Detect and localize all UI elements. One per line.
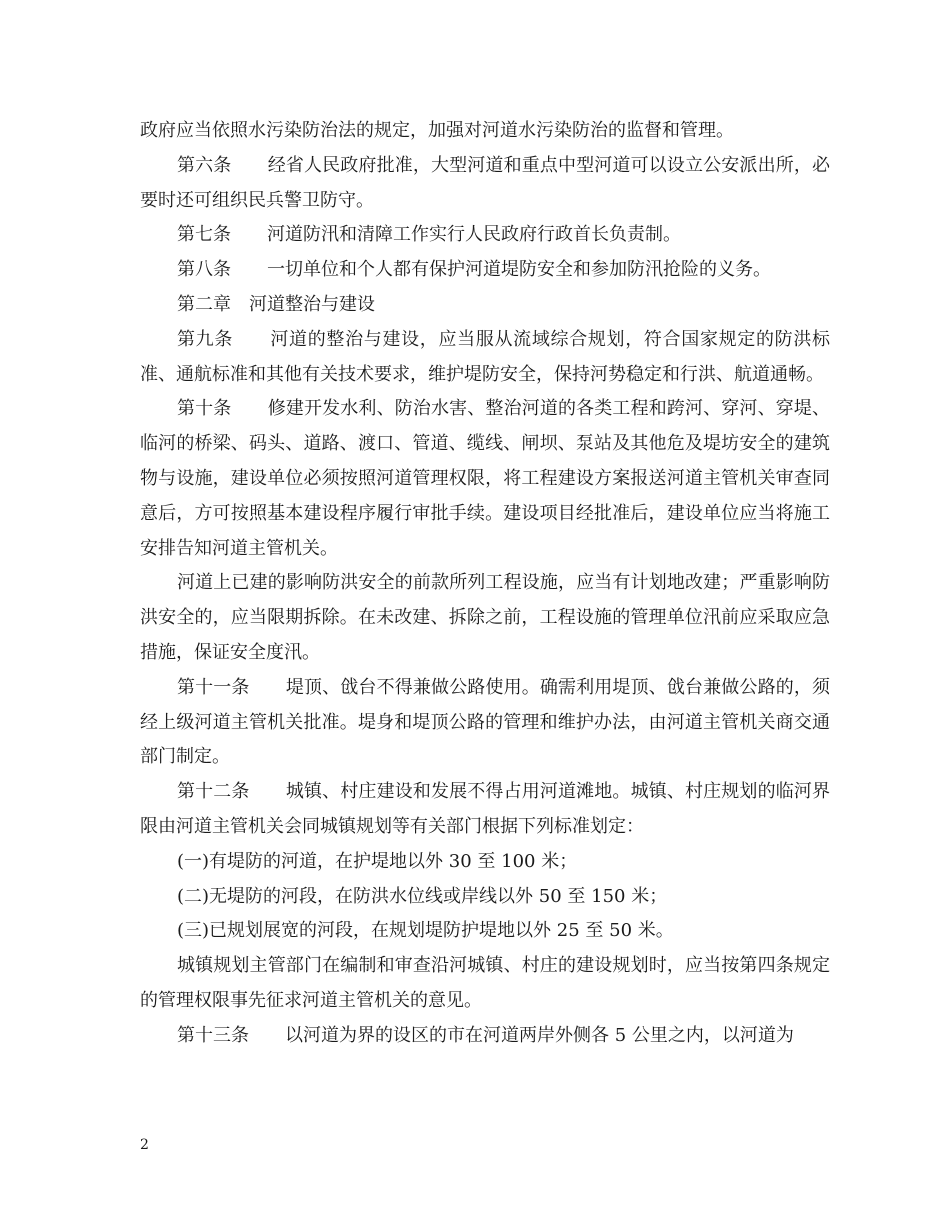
chapter-2-heading: 第二章 河道整治与建设 xyxy=(177,293,375,315)
page-number: 2 xyxy=(140,1137,149,1153)
article-7: 第七条 河道防汛和清障工作实行人民政府行政首长负责制。 xyxy=(177,224,681,246)
paragraph: 政府应当依照水污染防治法的规定，加强对河道水污染防治的监督和管理。 xyxy=(140,120,734,141)
article-10-paragraph-2: 河道上已建的影响防洪安全的前款所列工程设施，应当有计划地改建；严重影响防洪安全的，应当限期拆除。在未改建、拆除之前，工程设施的管理单位汛前应采取应急措施，保证安全度汛。 xyxy=(140,572,830,663)
article-13: 第十三条 以河道为界的设区的市在河道两岸外侧各 5 公里之内，以河道为 xyxy=(177,1024,794,1046)
article-12-item-2: (二)无堤防的河段，在防洪水位线或岸线以外 50 至 150 米； xyxy=(177,885,668,907)
article-12-item-3: (三)已规划展宽的河段，在规划堤防护堤地以外 25 至 50 米。 xyxy=(177,920,674,942)
article-11: 第十一条 堤顶、戗台不得兼做公路使用。确需利用堤顶、戗台兼做公路的，须经上级河道主管机关批准。堤身和堤顶公路的管理和维护办法，由河道主管机关商交通部门制定。 xyxy=(140,676,830,768)
article-10: 第十条 修建开发水利、防治水害、整治河道的各类工程和跨河、穿河、穿堤、临河的桥梁、码头、道路、渡口、管道、缆线、闸坝、泵站及其他危及堤坊安全的建筑物与设施，建设单位必须按照河道管理权限，将工程建设方案报送河道主管机关审查同意后，方可按照基本建设程序履行审批手续。建设项目经批准后，建设单位应当将施工安排告知河道主管机关。 xyxy=(140,398,830,559)
article-12: 第十二条 城镇、村庄建设和发展不得占用河道滩地。城镇、村庄规划的临河界限由河道主管机关会同城镇规划等有关部门根据下列标准划定： xyxy=(140,781,830,837)
article-12-paragraph-2: 城镇规划主管部门在编制和审查沿河城镇、村庄的建设规划时，应当按第四条规定的管理权限事先征求河道主管机关的意见。 xyxy=(140,955,830,1011)
article-8: 第八条 一切单位和个人都有保护河道堤防安全和参加防汛抢险的义务。 xyxy=(177,259,771,281)
article-6: 第六条 经省人民政府批准，大型河道和重点中型河道可以设立公安派出所，必要时还可组织民兵警卫防守。 xyxy=(140,154,830,211)
article-9: 第九条 河道的整治与建设，应当服从流域综合规划，符合国家规定的防洪标准、通航标准和其他有关技术要求，维护堤防安全，保持河势稳定和行洪、航道通畅。 xyxy=(140,328,830,385)
document-body xyxy=(140,114,830,1054)
article-12-item-1: (一)有堤防的河道，在护堤地以外 30 至 100 米； xyxy=(177,850,578,872)
